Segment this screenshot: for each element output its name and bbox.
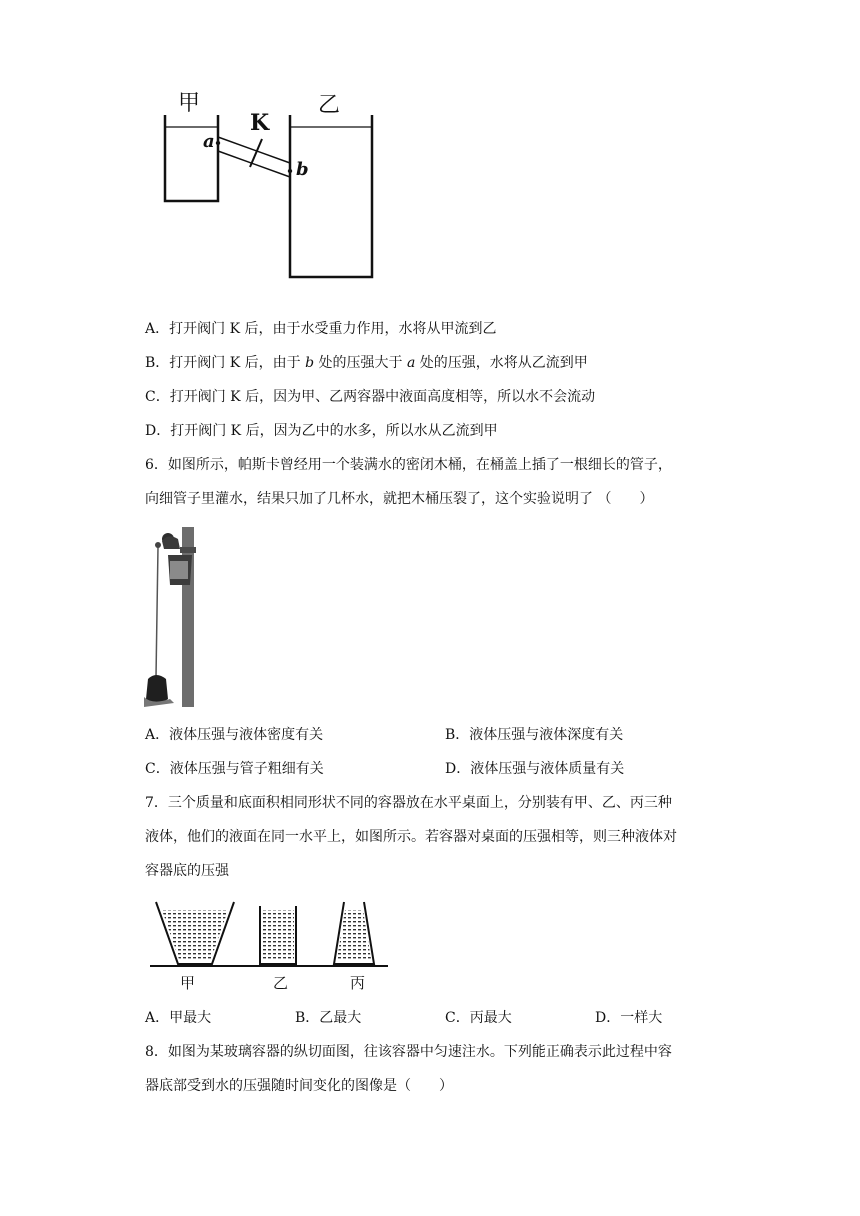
q6-option-a: A．液体压强与液体密度有关: [145, 727, 324, 743]
fig7-label-yi: 乙: [273, 974, 289, 992]
q8-stem-line2: 器底部受到水的压强随时间变化的图像是（ ）: [145, 1078, 453, 1094]
q5-option-c: C．打开阀门 K 后，因为甲、乙两容器中液面高度相等，所以水不会流动: [145, 389, 596, 405]
q7-option-d: D．一样大: [595, 1010, 663, 1026]
label-a: a: [203, 131, 215, 152]
q7-stem-line2: 液体，他们的液面在同一水平上，如图所示。若容器对桌面的压强相等，则三种液体对: [145, 829, 677, 845]
container-yi: [290, 115, 372, 277]
fig7-label-jia: 甲: [180, 974, 196, 992]
q6-stem-line1: 6．如图所示，帕斯卡曾经用一个装满水的密闭木桶，在桶盖上插了一根细长的管子，: [145, 457, 672, 473]
q7-stem-line1: 7．三个质量和底面积相同形状不同的容器放在水平桌面上，分别装有甲、乙、丙三种: [145, 795, 672, 811]
q5-option-a: A．打开阀门 K 后，由于水受重力作用，水将从甲流到乙: [145, 321, 497, 337]
q7-option-c: C．丙最大: [445, 1010, 512, 1026]
q5-option-b: B．打开阀门 K 后，由于 b 处的压强大于 a 处的压强，水将从乙流到甲: [145, 355, 588, 371]
container-jia: [165, 115, 218, 201]
q6-option-c: C．液体压强与管子粗细有关: [145, 761, 324, 777]
point-b: [288, 169, 292, 173]
q7-stem-line3: 容器底的压强: [145, 863, 229, 879]
three-containers-figure: [148, 896, 392, 976]
q8-stem-line1: 8．如图为某玻璃容器的纵切面图，往该容器中匀速注水。下列能正确表示此过程中容: [145, 1044, 672, 1060]
fig7-label-bing: 丙: [350, 974, 366, 992]
label-b: b: [296, 159, 309, 180]
pascal-barrel-photo: [144, 527, 196, 707]
q6-option-b: B．液体压强与液体深度有关: [445, 727, 624, 743]
q6-stem-line2: 向细管子里灌水，结果只加了几杯水，就把木桶压裂了，这个实验说明了 （ ）: [145, 491, 654, 507]
label-k: K: [250, 110, 270, 136]
q7-option-a: A．甲最大: [145, 1010, 212, 1026]
label-jia: 甲: [178, 91, 201, 116]
q7-option-b: B．乙最大: [295, 1010, 362, 1026]
q6-option-d: D．液体压强与液体质量有关: [445, 761, 625, 777]
point-a: [216, 141, 220, 145]
label-yi: 乙: [318, 93, 341, 118]
q5-option-d: D．打开阀门 K 后，因为乙中的水多，所以水从乙流到甲: [145, 423, 498, 439]
